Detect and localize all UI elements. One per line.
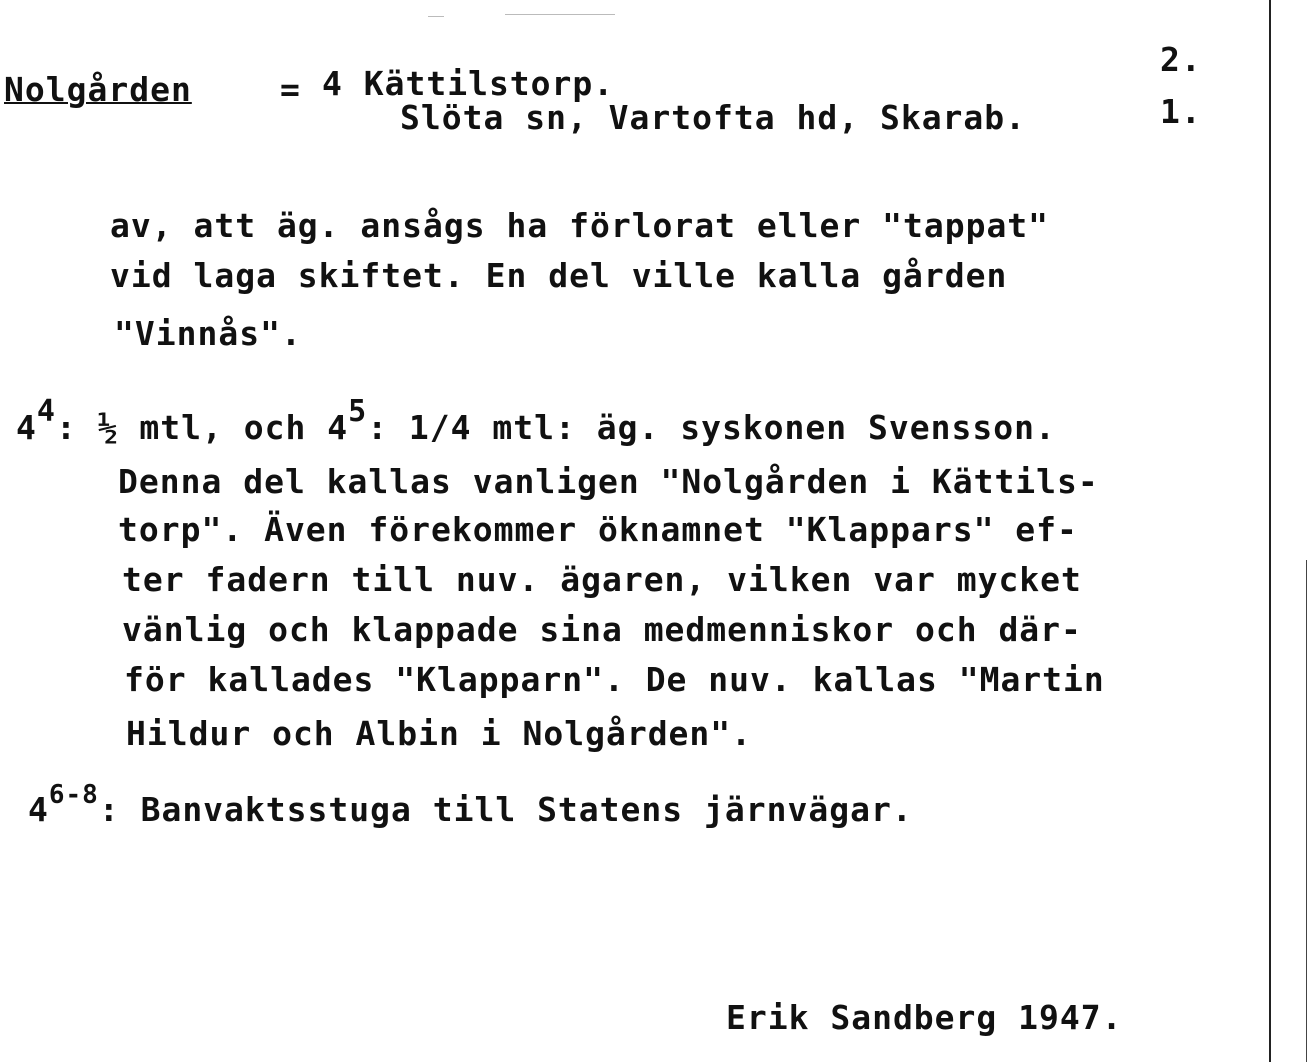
reference: 4 Kättilstorp.	[322, 64, 615, 103]
signature: Erik Sandberg 1947.	[726, 998, 1123, 1037]
entry-number: 4	[327, 408, 349, 447]
card-number-bottom: 1.	[1160, 92, 1202, 131]
location: Slöta sn, Vartofta hd, Skarab.	[400, 98, 1027, 137]
entry2-line1	[16, 394, 1056, 447]
entry3-text: : Banvaktsstuga till Statens järnvägar.	[98, 790, 913, 829]
farm-name: Nolgården	[4, 70, 192, 109]
entry3-line	[28, 780, 913, 829]
entry2-line4: ter fadern till nuv. ägaren, vilken var mycket	[122, 560, 1082, 599]
entry2-line2: Denna del kallas vanligen "Nolgården i Kättils-	[118, 462, 1099, 501]
entry-superscript: 4	[36, 394, 56, 429]
entry2-mid: mtl, och	[118, 408, 328, 447]
entry-superscript: 5	[348, 394, 368, 429]
entry2-rest: : 1/4 mtl: äg. syskonen Svensson.	[367, 408, 1056, 447]
entry-superscript: 6-8	[48, 780, 99, 810]
smudge	[428, 16, 444, 17]
smudge	[505, 14, 615, 15]
entry2-line5: vänlig och klappade sina medmenniskor och där-	[122, 610, 1082, 649]
entry-number: 4	[28, 790, 49, 829]
para1-line2: vid laga skiftet. En del ville kalla gården	[110, 256, 1008, 295]
card-edge	[1269, 0, 1271, 1062]
entry-number: 4	[16, 408, 37, 447]
entry2-line7: Hildur och Albin i Nolgården".	[126, 714, 753, 753]
equals-sign: =	[280, 70, 301, 109]
card-number-top: 2.	[1160, 40, 1202, 79]
entry2-line3: torp". Även förekommer öknamnet "Klappars" ef-	[118, 510, 1078, 549]
entry2-line6: för kallades "Klapparn". De nuv. kallas "Martin	[124, 660, 1105, 699]
entry-colon: :	[55, 408, 77, 447]
para1-line1: av, att äg. ansågs ha förlorat eller "tappat"	[110, 206, 1050, 245]
card-edge-outer	[1306, 560, 1307, 1062]
fraction: ½	[97, 408, 119, 447]
para1-line3: "Vinnås".	[114, 314, 302, 353]
